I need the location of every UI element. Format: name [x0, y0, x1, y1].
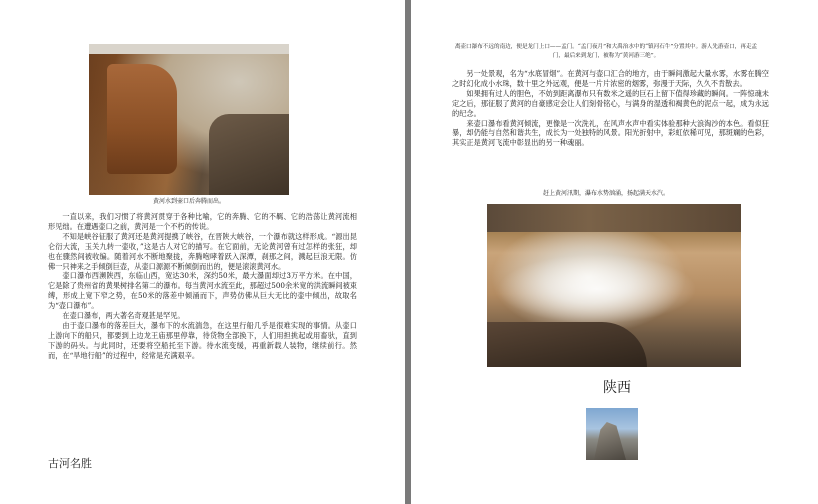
paragraph: 另一处景观，名为“水底冒烟”。在黄河与壶口汇合的地方，由于瞬间激起大量水雾，水雾在腾空之时幻化成小水珠，数十里之外远观，便是一片片浓密的烟雾，弥漫于天际，久久不肯散去。	[452, 69, 769, 88]
photo-waterfall	[107, 64, 177, 174]
paragraph: 在壶口瀑布，两大著名奇观甚是罕见。	[62, 311, 185, 321]
paragraph: 壶口瀑布西濒陕西，东临山西，宽达30米，深约50米，最大瀑面却过3万平方米。在中国，它是除了贵州省的黄果树排名第二的瀑布。每当黄河水流至此，那超过500余米宽的洪流瞬间被束缚，形成上宽下窄之势，在50米的落差中倾涌而下，声势仿佛从巨大无比的壶中倾出，故取名为“壶口瀑布”。	[48, 271, 357, 311]
photo-sky	[89, 44, 289, 54]
hukou-falls-photo	[89, 44, 289, 195]
photo-cliff	[487, 204, 741, 232]
paragraph: 来壶口瀑布看黄河倾流，更像是一次洗礼，在风声水声中看实体验那种大浪淘沙的本色。看似狂暴，却仍能与自然和谐共生，成长为一处独特的风景。阳光折射中，彩虹依稀可见，那斑斓的色彩，其实正是黄河飞流中彰显出的另一种魂丽。	[452, 118, 769, 148]
mountain-thumbnail-photo	[586, 408, 638, 460]
left-body-text	[48, 212, 357, 361]
waterfall-rainbow-photo	[487, 204, 741, 367]
photo-rock	[487, 322, 647, 367]
section-heading: 古河名胜	[48, 457, 92, 470]
paragraph: 由于壶口瀑布的落差巨大，瀑布下的水流湍急，在这里行船几乎是很难实现的事情。从壶口上游向下的船只，都要到上边龙王庙那里停靠，待货物全部换下，人们用担挑起或用畜驮，直到下游的码头。与此同时，还要将空船托至下游。待水流变缓，再重新载人装物，继续前行。然而，在“旱地行船”的过程中，经常是充满艰辛。	[48, 320, 357, 360]
side-note: 离壶口瀑布不远的南边，便是龙门上口——孟门。“孟门夜月”和大禹治水中的“镇河石牛”分置其中。游人先游壶口，再走孟门，最后来到龙门，被称为“黄河游三绝”。	[454, 44, 758, 59]
paragraph: 如果拥有过人的胆色，不妨到距离瀑布只有数米之遥的巨石上留下值得珍藏的瞬间。一阵惊魂未定之后，那征服了黄河的自豪感定会让人们刻骨铭心，与满身的湿透和褐黄色的泥点一起，成为永远的纪念。	[452, 88, 769, 118]
photo-caption: 黄河水到壶口后奔腾而出。	[152, 198, 225, 205]
right-body-text	[452, 69, 769, 148]
photo-mist	[497, 254, 697, 324]
photo-caption: 赶上黄河汛期，瀑布水势汹涌，扬起满天水汽。	[542, 190, 669, 197]
photo-rock	[209, 114, 289, 195]
photo-peak	[594, 422, 626, 460]
section-heading: 陕西	[603, 380, 631, 396]
paragraph: 不知是峡谷征服了黄河还是黄河提携了峡谷，在晋陕大峡谷，一个瀑布就这样形成。“源出昆仑衍大流，玉关九转一壶收，”这是古人对它的描写。在它面前，无论黄河曾有过怎样的张狂，却也在骤然间被收编。随着河水不断地聚拢，奔腾咆哮着跃入深潭，刹那之间，溅起巨浪无限。仿佛一只神来之手倾倒巨壶，从壶口源源不断倾倒而出的，便是滚滚黄河水。	[48, 231, 357, 271]
paragraph: 一直以来，我们习惯了将黄河贯穿于各种比喻，它的奔腾、它的不羁、它的浩荡让黄河流相形见绌。在遭遇壶口之前，黄河是一个不朽的传说。	[48, 212, 357, 231]
